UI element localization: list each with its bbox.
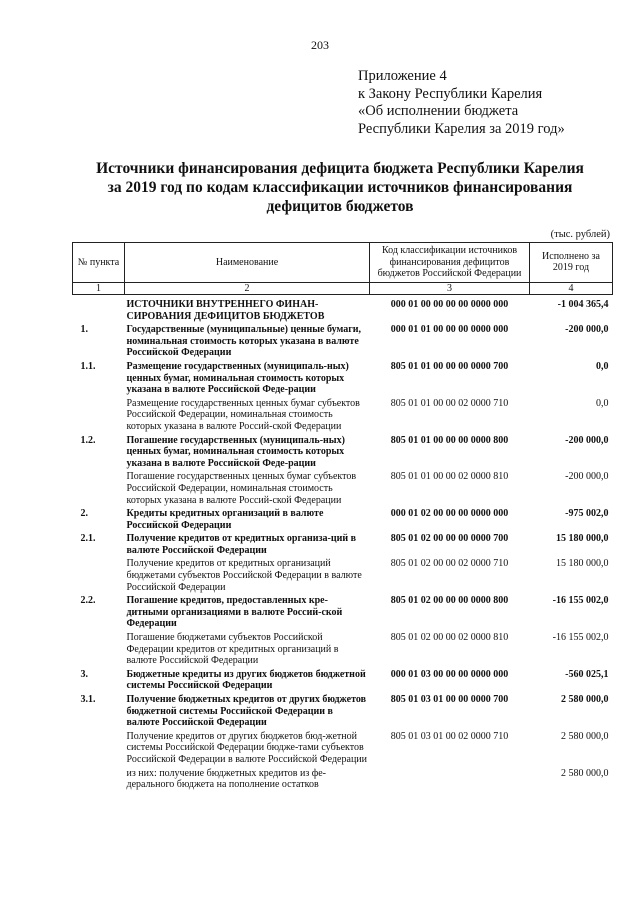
row-code: 805 01 01 00 00 00 0000 700: [390, 360, 509, 372]
column-number: 4: [530, 282, 613, 295]
header-code: Код классификации источников финансирования дефицитов бюджетов Российской Федерации: [370, 243, 530, 283]
row-name: Получение бюджетных кредитов от других бюджетов бюджетной системы Российской Федерации в валюте Российской Федерации: [126, 694, 367, 729]
table-row: [73, 593, 613, 630]
row-value: -560 025,1: [565, 668, 609, 680]
table-row: [73, 729, 613, 766]
row-number: [73, 766, 125, 791]
row-name: Получение кредитов от других бюджетов бюд-жетной системы Российской Федерации бюдже-тами субъектов Российской Федерации в валюте Российской Федерации: [126, 730, 367, 765]
row-name: Кредиты кредитных организаций в валюте Российской Федерации: [126, 508, 324, 531]
row-name: Получение кредитов от кредитных организа-ций в валюте Российской Федерации: [126, 533, 357, 556]
row-code: 000 01 03 00 00 00 0000 000: [390, 668, 509, 680]
row-code: 805 01 01 00 00 00 0000 800: [390, 434, 509, 446]
row-value: 0,0: [596, 360, 609, 372]
row-number: 2.: [80, 508, 88, 520]
row-name: Погашение кредитов, предоставленных кре-дитными организациями в валюте Россий-ской Федерации: [126, 595, 343, 630]
document-title: [70, 159, 610, 216]
appendix-block: [358, 68, 565, 138]
table-row: [73, 295, 613, 323]
row-value: -200 000,0: [565, 471, 609, 483]
table-row: [73, 396, 613, 433]
row-number: 1.1.: [80, 360, 96, 372]
title-line: дефицитов бюджетов: [266, 198, 414, 215]
table-row: [73, 433, 613, 470]
row-name: Погашение государственных ценных бумаг субъектов Российской Федерации, номинальная стоимость которых указана в валюте Россий-ской Федерации: [126, 471, 357, 506]
table-row: [73, 359, 613, 396]
row-number: 1.: [80, 324, 88, 336]
row-name: ИСТОЧНИКИ ВНУТРЕННЕГО ФИНАН-СИРОВАНИЯ ДЕФИЦИТОВ БЮДЖЕТОВ: [126, 299, 325, 322]
column-numbers-row: [73, 282, 613, 295]
row-name: Размещение государственных ценных бумаг субъектов Российской Федерации, номинальная стоимость которых указана в валюте Россий-ской Федерации: [126, 397, 360, 432]
row-number: [73, 469, 125, 506]
budget-sources-table: [72, 242, 613, 791]
row-number: [73, 729, 125, 766]
row-code: 000 01 00 00 00 00 0000 000: [390, 299, 509, 310]
row-code: 805 01 02 00 00 00 0000 700: [390, 533, 509, 545]
row-number: [73, 295, 125, 323]
row-value: 2 580 000,0: [561, 767, 609, 779]
row-code: 805 01 01 00 00 02 0000 810: [390, 471, 509, 483]
table-row: [73, 630, 613, 667]
appendix-line: Республики Карелия за 2019 год»: [358, 120, 565, 137]
row-value: 2 580 000,0: [561, 730, 609, 742]
row-code: 000 01 01 00 00 00 0000 000: [390, 324, 509, 336]
row-number: 2.2.: [80, 595, 96, 607]
row-value: 2 580 000,0: [561, 694, 609, 705]
title-line: Источники финансирования дефицита бюджета Республики Карелия: [96, 160, 584, 177]
row-number: 3.1.: [80, 694, 96, 705]
table-body: [73, 295, 613, 791]
table-row: [73, 469, 613, 506]
row-code: 805 01 02 00 00 02 0000 810: [390, 632, 509, 644]
column-number: 1: [73, 282, 125, 295]
row-value: 15 180 000,0: [556, 533, 609, 545]
column-number: 2: [125, 282, 370, 295]
row-name: Бюджетные кредиты из других бюджетов бюджетной системы Российской Федерации: [126, 668, 366, 692]
title-line: за 2019 год по кодам классификации источников финансирования: [107, 179, 573, 196]
row-number: [73, 556, 125, 593]
row-code: 805 01 02 00 00 02 0000 710: [390, 558, 509, 570]
appendix-line: Приложение 4: [358, 68, 447, 84]
row-number: 3.: [80, 668, 88, 680]
table-row: [73, 506, 613, 531]
table-row: [73, 556, 613, 593]
row-value: -200 000,0: [565, 324, 609, 336]
row-code: 805 01 03 01 00 00 0000 700: [390, 694, 509, 705]
row-code: [370, 766, 530, 791]
table-row: [73, 322, 613, 359]
row-code: 805 01 02 00 00 00 0000 800: [390, 595, 509, 607]
header-name: Наименование: [125, 243, 370, 283]
row-code: 000 01 02 00 00 00 0000 000: [390, 508, 509, 520]
row-value: 0,0: [596, 397, 609, 409]
row-value: -16 155 002,0: [552, 632, 609, 644]
row-name: Погашение бюджетами субъектов Российской Федерации кредитов от кредитных организаций в валюте Российской Федерации: [126, 632, 339, 667]
row-code: 805 01 01 00 00 02 0000 710: [390, 397, 509, 409]
row-name: из них: получение бюджетных кредитов из фе-дерального бюджета на пополнение остатков: [126, 767, 327, 791]
row-number: 2.1.: [80, 533, 96, 545]
header-value: Исполнено за 2019 год: [530, 243, 613, 283]
appendix-line: «Об исполнении бюджета: [358, 103, 519, 119]
appendix-line: к Закону Республики Карелия: [358, 85, 543, 102]
row-name: Государственные (муниципальные) ценные бумаги, номинальная стоимость которых указана в валюте Российской Федерации: [126, 324, 362, 359]
table-header-row: [73, 243, 613, 283]
table-row: [73, 766, 613, 791]
row-name: Получение кредитов от кредитных организаций бюджетами субъектов Российской Федерации в валюте Российской Федерации: [126, 558, 362, 593]
row-number: [73, 396, 125, 433]
row-number: [73, 630, 125, 667]
row-value: -16 155 002,0: [552, 595, 609, 607]
row-value: -1 004 365,4: [557, 299, 609, 310]
column-number: 3: [370, 282, 530, 295]
table-row: [73, 667, 613, 692]
row-name: Размещение государственных (муниципаль-ных) ценных бумаг, номинальная стоимость которых указана в валюте Российской Феде-рации: [126, 360, 349, 396]
row-code: 805 01 03 01 00 02 0000 710: [390, 730, 509, 742]
row-value: -975 002,0: [565, 508, 609, 520]
row-value: 15 180 000,0: [556, 558, 609, 570]
table-row: [73, 531, 613, 556]
row-number: 1.2.: [80, 434, 96, 446]
header-num: № пункта: [73, 243, 125, 283]
row-name: Погашение государственных (муниципаль-ных) ценных бумаг, номинальная стоимость которых указана в валюте Российской Феде-рации: [126, 434, 345, 469]
page-number: 203: [311, 38, 329, 52]
row-value: -200 000,0: [565, 434, 609, 446]
table-row: [73, 692, 613, 729]
units-note: (тыс. рублей): [550, 229, 610, 240]
